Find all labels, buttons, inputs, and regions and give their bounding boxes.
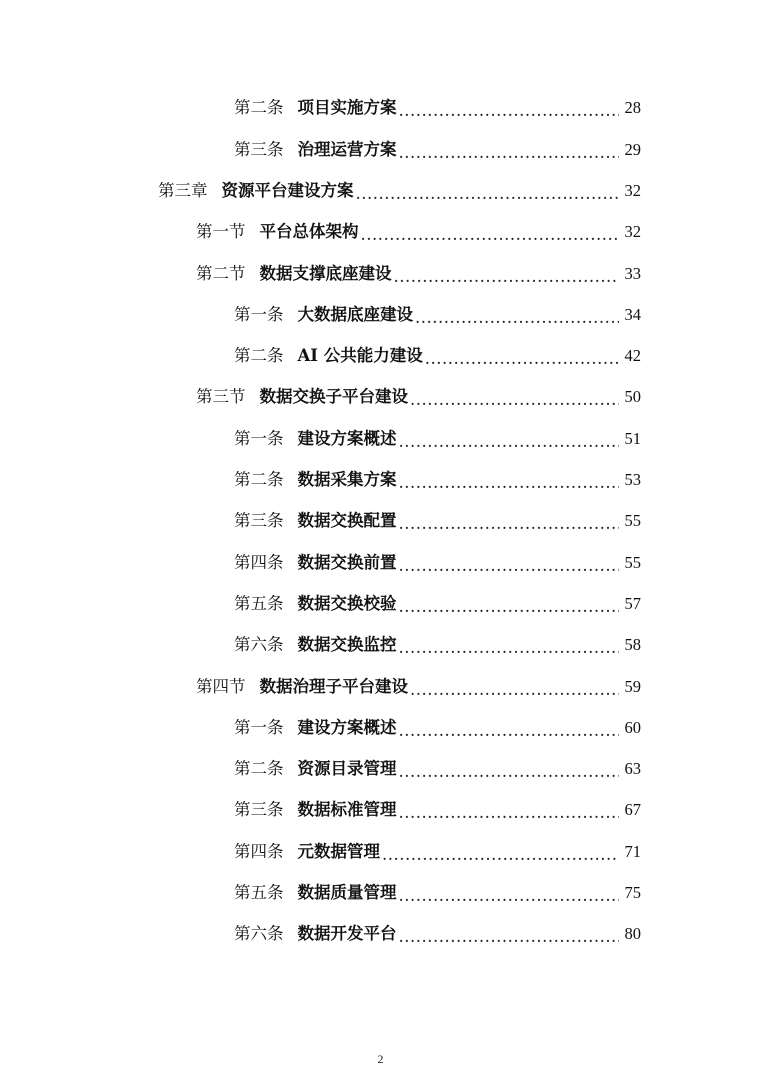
dot-leader — [399, 599, 620, 616]
toc-entry[interactable] — [0, 542, 761, 583]
toc-entry-title: 数据采集方案 — [297, 470, 397, 490]
dot-leader — [399, 516, 620, 533]
toc-entry-page: 80 — [624, 924, 641, 944]
dot-leader — [410, 392, 619, 409]
toc-entry-number: 第五条 — [234, 593, 284, 613]
toc-entry-title: 资源平台建设方案 — [221, 180, 354, 200]
toc-entry-title: 建设方案概述 — [297, 428, 397, 448]
toc-entry[interactable] — [0, 501, 761, 542]
toc-entry[interactable] — [0, 460, 761, 501]
toc-entry-title: 数据交换子平台建设 — [259, 387, 408, 407]
toc-entry-page: 53 — [624, 470, 641, 490]
toc-entry-page: 51 — [624, 428, 641, 448]
toc-entry-title: 数据治理子平台建设 — [259, 676, 408, 696]
toc-entry-page: 34 — [624, 304, 641, 324]
toc-entry-title: 数据交换前置 — [297, 552, 397, 572]
toc-entry-page: 42 — [624, 346, 641, 366]
dot-leader — [399, 145, 620, 162]
toc-entry[interactable] — [0, 129, 761, 170]
toc-entry[interactable] — [0, 171, 761, 212]
toc-entry-title: 数据标准管理 — [297, 800, 397, 820]
toc-entry[interactable] — [0, 749, 761, 790]
dot-leader — [410, 682, 619, 699]
toc-entry-number: 第四条 — [234, 552, 284, 572]
toc-entry-number: 第二条 — [234, 98, 284, 118]
toc-entry[interactable] — [0, 790, 761, 831]
toc-entry-page: 59 — [624, 676, 641, 696]
dot-leader — [399, 558, 620, 575]
toc-entry-number: 第二条 — [234, 759, 284, 779]
toc-entry-number: 第一节 — [196, 222, 246, 242]
toc-entry[interactable] — [0, 873, 761, 914]
toc-entry[interactable] — [0, 584, 761, 625]
toc-entry-page: 75 — [624, 883, 641, 903]
dot-leader — [399, 888, 620, 905]
toc-entry-title: 元数据管理 — [297, 841, 380, 861]
toc-entry[interactable] — [0, 253, 761, 294]
dot-leader — [399, 434, 620, 451]
dot-leader — [415, 310, 619, 327]
toc-entry-page: 60 — [624, 717, 641, 737]
toc-entry-title: 数据交换配置 — [297, 511, 397, 531]
dot-leader — [399, 640, 620, 657]
toc-entry-page: 58 — [624, 635, 641, 655]
toc-entry-number: 第二节 — [196, 263, 246, 283]
dot-leader — [382, 847, 619, 864]
toc-entry[interactable] — [0, 666, 761, 707]
toc-entry-title: 数据交换监控 — [297, 635, 397, 655]
toc-entry-number: 第四条 — [234, 841, 284, 861]
toc-entry-number: 第一条 — [234, 428, 284, 448]
toc-entry-number: 第四节 — [196, 676, 246, 696]
toc-entry-title: 资源目录管理 — [297, 759, 397, 779]
toc-entry[interactable] — [0, 418, 761, 459]
toc-entry-page: 63 — [624, 759, 641, 779]
toc-entry-title: 数据交换校验 — [297, 593, 397, 613]
dot-leader — [394, 269, 620, 286]
dot-leader — [425, 351, 619, 368]
dot-leader — [399, 929, 620, 946]
toc-entry-page: 32 — [624, 180, 641, 200]
toc-entry-title: 数据支撑底座建设 — [259, 263, 392, 283]
toc-entry[interactable] — [0, 336, 761, 377]
toc-entry-page: 32 — [624, 222, 641, 242]
toc-entry[interactable] — [0, 377, 761, 418]
toc-entry-number: 第三条 — [234, 511, 284, 531]
toc-entry-title: 项目实施方案 — [297, 98, 397, 118]
dot-leader — [399, 475, 620, 492]
toc-entry-title: 大数据底座建设 — [297, 304, 413, 324]
toc-entry-page: 57 — [624, 593, 641, 613]
toc-entry-number: 第二条 — [234, 470, 284, 490]
toc-entry-page: 55 — [624, 552, 641, 572]
toc-entry-number: 第五条 — [234, 883, 284, 903]
toc-entry-number: 第六条 — [234, 635, 284, 655]
toc-entry-number: 第三条 — [234, 800, 284, 820]
table-of-contents — [0, 88, 761, 955]
toc-entry-page: 29 — [624, 139, 641, 159]
toc-entry[interactable] — [0, 212, 761, 253]
toc-entry-title: 平台总体架构 — [259, 222, 359, 242]
toc-entry-number: 第二条 — [234, 346, 284, 366]
toc-entry-number: 第三条 — [234, 139, 284, 159]
toc-entry-page: 67 — [624, 800, 641, 820]
toc-entry-title: 治理运营方案 — [297, 139, 397, 159]
toc-entry-page: 55 — [624, 511, 641, 531]
toc-entry[interactable] — [0, 707, 761, 748]
dot-leader — [361, 227, 620, 244]
dot-leader — [356, 186, 620, 203]
toc-entry-title: 数据质量管理 — [297, 883, 397, 903]
toc-entry-page: 33 — [624, 263, 641, 283]
toc-entry-page: 50 — [624, 387, 641, 407]
toc-entry[interactable] — [0, 88, 761, 129]
toc-entry[interactable] — [0, 294, 761, 335]
toc-entry-number: 第一条 — [234, 304, 284, 324]
dot-leader — [399, 723, 620, 740]
toc-entry-page: 71 — [624, 841, 641, 861]
toc-entry-page: 28 — [624, 98, 641, 118]
page-number: 2 — [377, 1052, 384, 1066]
toc-entry-number: 第一条 — [234, 717, 284, 737]
toc-entry[interactable] — [0, 625, 761, 666]
toc-entry-title: 数据开发平台 — [297, 924, 397, 944]
toc-entry[interactable] — [0, 914, 761, 955]
toc-entry[interactable] — [0, 831, 761, 872]
toc-entry-number: 第三节 — [196, 387, 246, 407]
toc-entry-title: AI 公共能力建设 — [297, 346, 423, 366]
toc-entry-title: 建设方案概述 — [297, 717, 397, 737]
dot-leader — [399, 103, 620, 120]
toc-entry-number: 第三章 — [158, 180, 208, 200]
dot-leader — [399, 764, 620, 781]
toc-entry-number: 第六条 — [234, 924, 284, 944]
dot-leader — [399, 805, 620, 822]
